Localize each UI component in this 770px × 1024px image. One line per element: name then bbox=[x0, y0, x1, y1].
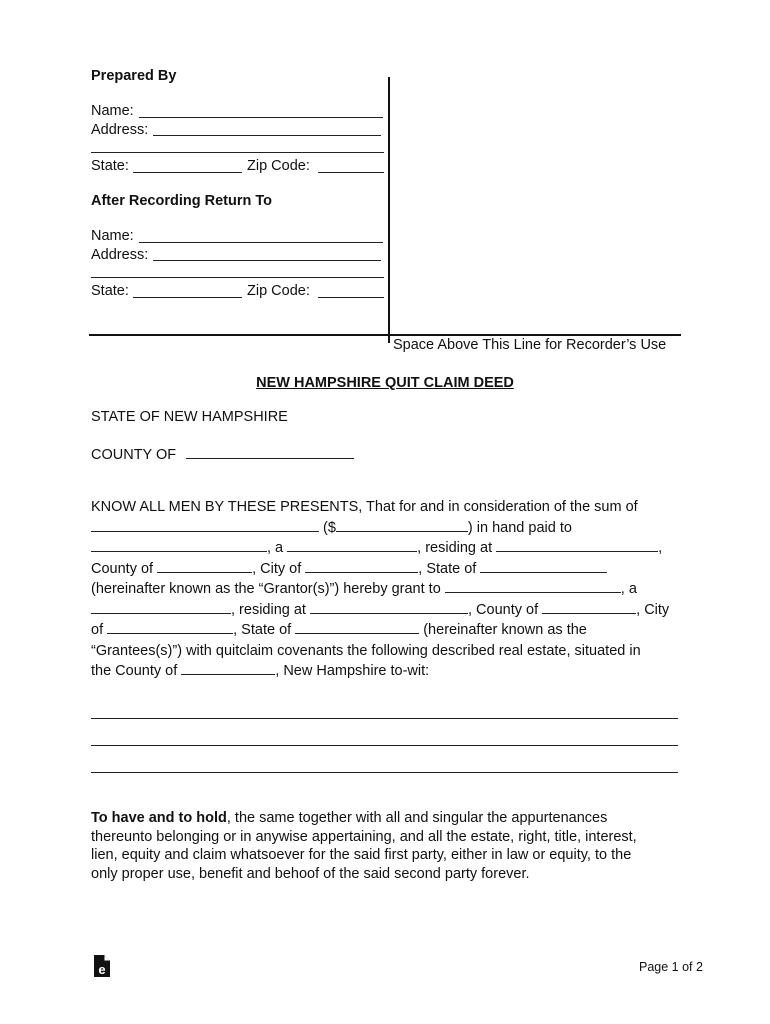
paragraph-line-2 bbox=[91, 518, 669, 539]
paragraph-line-6 bbox=[91, 600, 669, 621]
svg-text:e: e bbox=[98, 962, 106, 977]
sum-amount-blank[interactable] bbox=[336, 518, 468, 532]
legal-description-line-1[interactable] bbox=[91, 718, 678, 719]
return-to-heading: After Recording Return To bbox=[91, 193, 272, 209]
return-zip-line[interactable] bbox=[318, 297, 384, 298]
text: , New Hampshire to-wit: bbox=[275, 663, 430, 679]
habendum-line-1 bbox=[91, 809, 637, 828]
legal-description-line-2[interactable] bbox=[91, 745, 678, 746]
return-name-label: Name: bbox=[91, 228, 134, 244]
habendum-line-4: only proper use, benefit and behoof of the said second party forever. bbox=[91, 865, 530, 882]
text: , a bbox=[267, 540, 284, 556]
sum-words-blank[interactable] bbox=[91, 518, 319, 532]
grantee-city-blank[interactable] bbox=[107, 620, 233, 634]
text: of bbox=[91, 622, 104, 638]
prepared-name-line[interactable] bbox=[139, 117, 383, 118]
habendum-line-3: lien, equity and claim whatsoever for the said first party, either in law or equity, to the bbox=[91, 847, 632, 863]
text: ($ bbox=[319, 519, 336, 536]
text: the County of bbox=[91, 663, 178, 679]
text: , City of bbox=[252, 560, 302, 577]
paragraph-line-4 bbox=[91, 559, 669, 580]
text: County of bbox=[91, 560, 154, 577]
habendum-line-2: thereunto belonging or in anywise appertaining, and all the estate, right, title, interest, bbox=[91, 828, 637, 845]
recorder-vertical-divider bbox=[388, 77, 390, 343]
county-label bbox=[91, 445, 354, 464]
document-title: NEW HAMPSHIRE QUIT CLAIM DEED bbox=[256, 375, 514, 391]
grantee-address-blank[interactable] bbox=[310, 600, 468, 614]
text: (hereinafter known as the “Grantor(s)”) hereby grant to bbox=[91, 581, 441, 597]
return-state-label: State: bbox=[91, 283, 129, 299]
text: , the same together with all and singular the appurtenances bbox=[226, 810, 608, 826]
text: , bbox=[658, 540, 663, 556]
paragraph-line-9 bbox=[91, 661, 669, 682]
grantor-state-blank[interactable] bbox=[480, 559, 607, 573]
property-county-blank[interactable] bbox=[181, 661, 275, 675]
grantor-address-blank[interactable] bbox=[496, 538, 658, 552]
eforms-logo-icon bbox=[93, 954, 111, 983]
return-name-line[interactable] bbox=[139, 242, 383, 243]
grantor-status-blank[interactable] bbox=[287, 538, 417, 552]
page-number: Page 1 of 2 bbox=[639, 960, 703, 974]
prepared-name-label: Name: bbox=[91, 103, 134, 119]
grantor-name-blank[interactable] bbox=[91, 538, 267, 552]
grantor-city-blank[interactable] bbox=[305, 559, 418, 573]
habendum-paragraph bbox=[91, 809, 637, 883]
return-state-line[interactable] bbox=[133, 297, 242, 298]
county-label-text: COUNTY OF bbox=[91, 447, 177, 463]
grantee-county-blank[interactable] bbox=[542, 600, 636, 614]
prepared-zip-line[interactable] bbox=[318, 172, 384, 173]
return-address-label: Address: bbox=[91, 247, 149, 263]
paragraph-line-8: “Grantees(s)”) with quitclaim covenants the following described real estate, situated in bbox=[91, 642, 641, 659]
paragraph-line-1: KNOW ALL MEN BY THESE PRESENTS, That for and in consideration of the sum of bbox=[91, 499, 638, 515]
grantee-state-blank[interactable] bbox=[295, 620, 419, 634]
text: , State of bbox=[233, 622, 292, 638]
habendum-bold: To have and to hold bbox=[91, 810, 227, 826]
prepared-address-line-2[interactable] bbox=[91, 152, 384, 153]
prepared-state-line[interactable] bbox=[133, 172, 242, 173]
prepared-address-line[interactable] bbox=[153, 135, 381, 136]
text: , City bbox=[636, 601, 670, 618]
county-blank[interactable] bbox=[186, 445, 354, 459]
text: , a bbox=[620, 581, 637, 597]
paragraph-line-5 bbox=[91, 579, 669, 600]
consideration-paragraph bbox=[91, 497, 669, 682]
grantee-status-blank[interactable] bbox=[91, 600, 231, 614]
grantee-name-blank[interactable] bbox=[445, 579, 621, 593]
prepared-by-heading: Prepared By bbox=[91, 68, 177, 84]
state-line: STATE OF NEW HAMPSHIRE bbox=[91, 409, 288, 425]
paragraph-line-3 bbox=[91, 538, 669, 559]
prepared-address-label: Address: bbox=[91, 122, 149, 138]
text: , residing at bbox=[417, 540, 493, 556]
text: (hereinafter known as the bbox=[419, 622, 587, 638]
prepared-zip-label: Zip Code: bbox=[247, 158, 310, 174]
recorder-note: Space Above This Line for Recorder’s Use bbox=[393, 337, 667, 353]
text: ) in hand paid to bbox=[467, 519, 572, 536]
return-address-line[interactable] bbox=[153, 260, 381, 261]
legal-description-line-3[interactable] bbox=[91, 772, 678, 773]
grantor-county-blank[interactable] bbox=[157, 559, 252, 573]
text: , State of bbox=[418, 560, 477, 577]
paragraph-line-7 bbox=[91, 620, 669, 641]
text: , residing at bbox=[231, 601, 306, 618]
prepared-state-label: State: bbox=[91, 158, 129, 174]
return-address-line-2[interactable] bbox=[91, 277, 384, 278]
return-zip-label: Zip Code: bbox=[247, 283, 310, 299]
text: , County of bbox=[468, 601, 539, 618]
